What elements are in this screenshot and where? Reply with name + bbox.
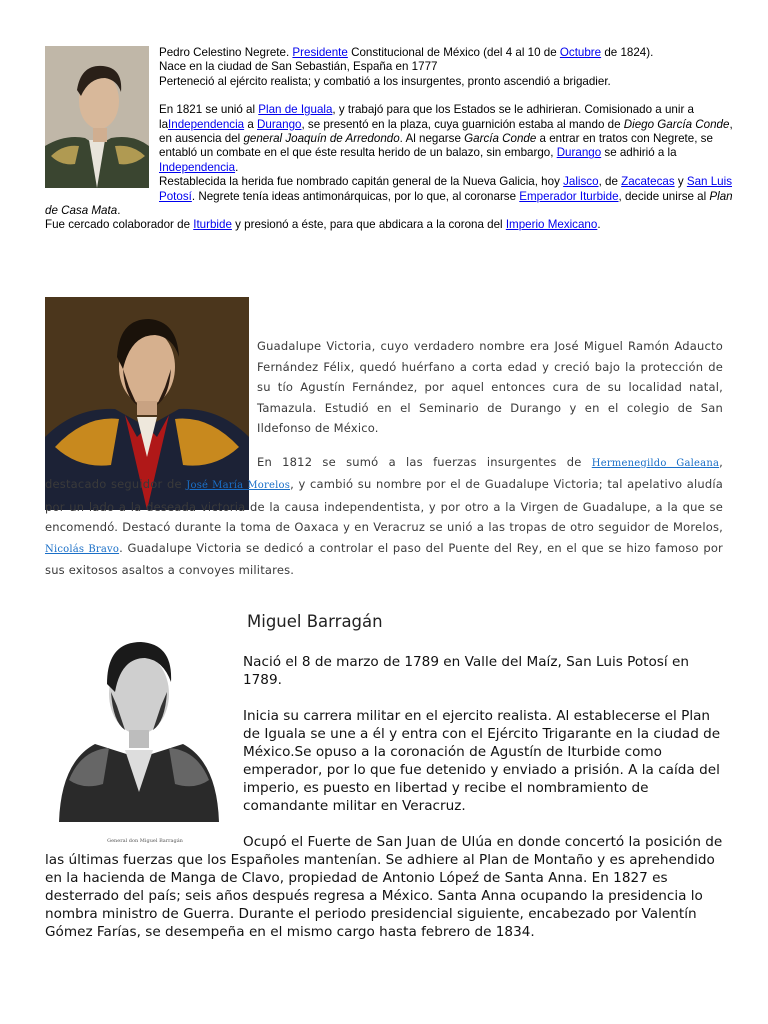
link-imperio-mexicano[interactable]: Imperio Mexicano — [505, 218, 598, 232]
negrete-paragraph-3: Perteneció al ejército realista; y combatió a los insurgentes, pronto ascendió a brigadier. — [159, 74, 611, 88]
victoria-paragraph-2: En 1812 se sumó a las fuerzas insurgentes de Hermenegildo Galeana, destacado seguidor de José María Morelos, y cambió su nombre por el de Guadalupe Victoria; tal apelativo aludía por un lado a la deseada victoria de la causa independentista, y por otro a la Virgen de Guadalupe, a la que se encomendó. Destacó durante la toma de Oaxaca y en Veracruz se unió a las tropas de otro seguidor de Morelos, Nicolás Bravo. Guadalupe Victoria se dedicó a controlar el paso del Puente del Rey, en el que se hizo famoso por sus exitosos asaltos a convoyes militares. — [45, 454, 723, 577]
barragan-paragraph-3: Ocupó el Fuerte de San Juan de Ulúa en donde concertó la posición de las últimas fuerzas que los Españoles mantenían. Se adhiere al Plan de Montaño y es aprehendido en la hacienda de Manga de Clavo, propiedad de Antonio Lópeź de Santa Anna. En 1827 es desterrado del país; seis años después regresa a México. Santa Anna ocupando la presidencia lo nombra ministro de Guerra. Durante el periodo presidencial siguiente, encabezado por Valentín Gómez Farías, se desempeña en el mismo cargo hasta febrero de 1834. — [45, 834, 723, 940]
victoria-paragraph-1: Guadalupe Victoria, cuyo verdadero nombre era José Miguel Ramón Adaucto Fernández Félix, quedó huérfano a corta edad y creció bajo la protección de su tío Agustín Fernández, por aquel entonces cura de su localidad natal, Tamazula. Estudió en el Seminario de Durango y en el colegio de San Ildefonso de México. — [257, 339, 723, 435]
link-san-luis-potosi[interactable]: San Luis Potosí — [159, 175, 732, 203]
link-nicolas-bravo[interactable]: Nicolás Bravo — [45, 543, 120, 555]
link-emperador-iturbide[interactable]: Emperador Iturbide — [519, 189, 619, 203]
negrete-paragraph-2: Nace en la ciudad de San Sebastián, España en 1777 — [159, 60, 438, 74]
barragan-paragraph-1: Nació el 8 de marzo de 1789 en Valle del Maíz, San Luis Potosí en 1789. — [243, 654, 689, 688]
barragan-portrait-caption: General don Miguel Barragán — [107, 838, 183, 844]
barragan-bio — [45, 653, 730, 941]
barragan-paragraph-2: Inicia su carrera militar en el ejercito realista. Al establecerse el Plan de Iguala se une a él y entra con el Ejército Trigarante en la ciudad de México.Se opuso a la coronación de Agustín de Iturbide como emperador, por lo que fue detenido y enviado a prisión. A la caída del imperio, es puesto en libertad y recibe el nombramiento de comandante militar en Veracruz. — [243, 708, 721, 814]
link-durango-2[interactable]: Durango — [556, 146, 602, 160]
link-presidente[interactable]: Presidente — [292, 46, 348, 59]
link-independencia-2[interactable]: Independencia — [159, 160, 236, 174]
link-zacatecas[interactable]: Zacatecas — [621, 175, 675, 189]
barragan-title: Miguel Barragán — [247, 612, 383, 631]
link-hermenegildo-galeana[interactable]: Hermenegildo Galeana — [591, 457, 720, 469]
negrete-paragraph-5: Restablecida la herida fue nombrado capitán general de la Nueva Galicia, hoy Jalisco, de Zacatecas y San Luis Potosí. Negrete tenía ideas antimonárquicas, por lo que, al coronarse Emperador Iturbide, decide unirse al Plan de Casa Mata. — [45, 175, 733, 218]
link-jalisco[interactable]: Jalisco — [563, 175, 599, 189]
negrete-bio — [45, 46, 735, 233]
link-jose-maria-morelos[interactable]: José María Morelos — [186, 480, 291, 491]
link-iturbide[interactable]: Iturbide — [193, 218, 232, 232]
negrete-paragraph-1: Pedro Celestino Negrete. Presidente Constitucional de México (del 4 al 10 de Octubre de 1824). — [159, 46, 654, 59]
negrete-paragraph-4: En 1821 se unió al Plan de Iguala, y trabajó para que los Estados se le adhirieran. Comisionado a unir a laIndependencia a Durango, se presentó en la plaza, cuya guarnición estaba al mando de Diego García Conde, en ausencia del general Joaquín de Arredondo. Al negarse García Conde a entrar en tratos con Negrete, se entabló un combate en el que éste resulta herido de un balazo, sin embargo, Durango se adhirió a la Independencia. — [159, 103, 733, 174]
negrete-paragraph-6: Fue cercado colaborador de Iturbide y presionó a éste, para que abdicara a la corona del Imperio Mexicano. — [45, 218, 601, 232]
link-plan-de-iguala[interactable]: Plan de Iguala — [258, 103, 333, 117]
link-independencia[interactable]: Independencia — [168, 117, 245, 131]
link-durango[interactable]: Durango — [257, 117, 302, 131]
link-octubre[interactable]: Octubre — [559, 46, 602, 59]
victoria-bio — [45, 336, 723, 581]
